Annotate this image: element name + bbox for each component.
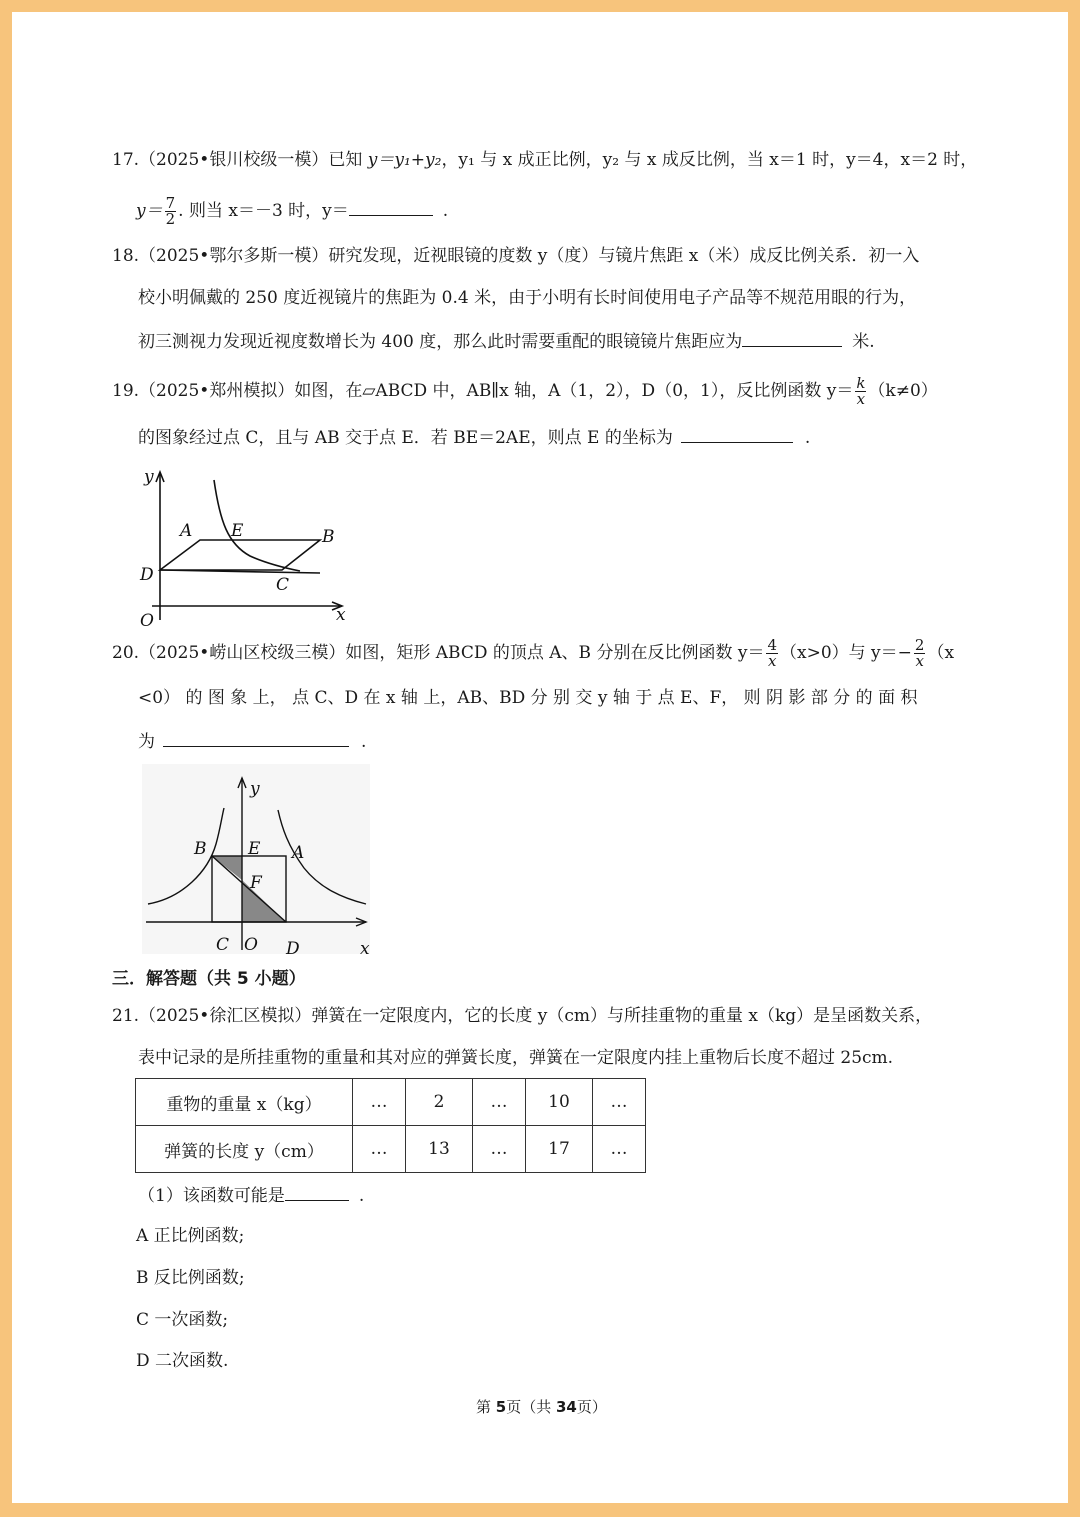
q18-line3 — [138, 330, 875, 352]
q21-option-c: C 一次函数; — [136, 1310, 229, 1330]
q18-line2: 校小明佩戴的 250 度近视镜片的焦距为 0.4 米，由于小明有长时间使用电子产品等不规范用眼的行为， — [138, 288, 917, 308]
q19-label-c: C — [276, 575, 290, 595]
q19-figure — [130, 452, 360, 627]
q19-text-2: 的图象经过点 C，且与 AB 交于点 E．若 BE＝2AE，则点 E 的坐标为 — [138, 428, 673, 448]
q20-line1 — [112, 636, 954, 670]
section-3-title: 三．解答题（共 5 小题） — [112, 969, 306, 989]
q20-label-d: D — [286, 939, 300, 954]
q19-number: 19. — [112, 381, 140, 401]
q21-line1 — [112, 1006, 932, 1026]
q17-text-a: 已知 — [328, 150, 368, 170]
q18-text-3: 初三测视力发现近视度数增长为 400 度，那么此时需要重配的眼镜镜片焦距应为 — [138, 332, 743, 352]
q18-number: 18. — [112, 246, 140, 266]
q19-frac-num: k — [856, 374, 866, 392]
page-footer — [476, 1396, 607, 1417]
q21-option-d: D 二次函数. — [136, 1351, 229, 1371]
q18-answer-blank[interactable] — [742, 330, 842, 347]
q21-table — [135, 1078, 646, 1173]
q18-line1 — [112, 246, 919, 266]
q20-frac2-den: x — [915, 652, 924, 670]
footer-mid: 页（共 — [506, 1398, 556, 1416]
table-cell: 弹簧的长度 y（cm） — [136, 1126, 353, 1173]
table-row — [136, 1079, 646, 1126]
q17-fraction — [165, 196, 177, 227]
q19-hyperbola — [214, 480, 300, 571]
table-cell: … — [473, 1126, 526, 1173]
q19-end: . — [804, 428, 811, 448]
document-page — [12, 12, 1068, 1503]
q19-parallelogram — [160, 540, 320, 570]
q21-sub1-blank[interactable] — [285, 1184, 349, 1201]
q20-text-3: 为 — [138, 732, 155, 752]
q19-label-d: D — [140, 565, 154, 585]
q21-sub1-text: （1）该函数可能是 — [138, 1186, 285, 1206]
q19-label-a: A — [180, 521, 193, 541]
table-cell: … — [593, 1126, 646, 1173]
q20-end: . — [361, 732, 367, 752]
table-cell: 2 — [406, 1079, 473, 1126]
q21-line2: 表中记录的是所挂重物的重量和其对应的弹簧长度，弹簧在一定限度内挂上重物后长度不超过 25cm. — [138, 1048, 894, 1068]
table-cell: … — [353, 1079, 406, 1126]
q19-label-e: E — [231, 521, 244, 541]
q17-answer-blank[interactable] — [349, 199, 433, 216]
q20-label-c: C — [216, 935, 230, 954]
q20-frac1-den: x — [767, 652, 777, 670]
q20-frac2-num: 2 — [914, 636, 925, 654]
q20-text-1c: （x — [927, 643, 955, 663]
q19-fraction — [855, 376, 866, 407]
q19-line2 — [138, 426, 810, 448]
table-cell: … — [473, 1079, 526, 1126]
table-row — [136, 1126, 646, 1173]
q17-line2 — [136, 194, 448, 228]
q17-line1 — [112, 150, 977, 170]
table-cell: 重物的重量 x（kg） — [136, 1079, 353, 1126]
q21-sub1 — [138, 1184, 364, 1206]
q17-text-c: . 则当 x＝－3 时，y＝ — [178, 201, 349, 221]
q21-number: 21. — [112, 1006, 140, 1026]
q20-label-e: E — [248, 839, 261, 859]
q20-figure — [142, 764, 370, 954]
q21-sub1-end: . — [358, 1186, 365, 1206]
footer-pre: 第 — [476, 1398, 496, 1416]
q21-option-a: A 正比例函数; — [136, 1226, 245, 1246]
q20-label-f: F — [250, 873, 262, 893]
q18-unit: 米. — [852, 332, 875, 352]
q18-text-1: （2025•鄂尔多斯一模）研究发现，近视眼镜的度数 y（度）与镜片焦距 x（米）成反比例关系．初一入 — [139, 246, 920, 266]
table-cell: 10 — [526, 1079, 593, 1126]
q19-label-y: y — [144, 467, 154, 487]
q20-label-y: y — [250, 779, 260, 799]
q20-label-b: B — [194, 839, 207, 859]
q20-answer-blank[interactable] — [163, 730, 349, 747]
q21-text-1: （2025•徐汇区模拟）弹簧在一定限度内，它的长度 y（cm）与所挂重物的重量 x（kg）是呈函数关系， — [139, 1006, 933, 1026]
q17-text-b: ，y₁ 与 x 成正比例，y₂ 与 x 成反比例，当 x＝1 时，y＝4，x＝2 时， — [441, 150, 978, 170]
q19-line1 — [112, 374, 938, 408]
q19-answer-blank[interactable] — [681, 426, 793, 443]
table-cell: 13 — [406, 1126, 473, 1173]
q17-y-label: y＝ — [136, 201, 163, 221]
q20-text-1b: （x>0）与 y＝− — [780, 643, 912, 663]
table-cell: … — [593, 1079, 646, 1126]
q20-line3 — [138, 730, 366, 752]
q17-source: （2025•银川校级一模） — [139, 150, 329, 170]
footer-post: 页） — [576, 1398, 607, 1416]
q19-condition: （k≠0） — [868, 381, 938, 401]
q19-label-x: x — [336, 605, 346, 625]
q20-line2: <0） 的 图 象 上， 点 C、D 在 x 轴 上，AB、BD 分 别 交 y 轴 于 点 E、F， 则 阴 影 部 分 的 面 积 — [138, 688, 918, 708]
q19-text-1: （2025•郑州模拟）如图，在▱ABCD 中，AB∥x 轴，A（1，2），D（0，1），反比例函数 y＝ — [139, 381, 854, 401]
q21-option-b: B 反比例函数; — [136, 1268, 245, 1288]
q20-fraction-1 — [766, 638, 778, 669]
q20-frac1-num: 4 — [767, 636, 777, 654]
q19-label-o: O — [140, 611, 154, 627]
q17-equation: y＝y₁+y₂ — [367, 150, 442, 170]
footer-page-number: 5 — [495, 1398, 507, 1416]
q17-number: 17. — [112, 150, 140, 170]
table-cell: 17 — [526, 1126, 593, 1173]
q20-fraction-2 — [914, 638, 926, 669]
q20-number: 20. — [112, 643, 140, 663]
q19-label-b: B — [322, 527, 335, 547]
q20-label-a: A — [292, 843, 305, 863]
q19-frac-den: x — [856, 390, 866, 408]
q17-end: . — [442, 201, 449, 221]
table-cell: … — [353, 1126, 406, 1173]
q20-label-o: O — [244, 935, 258, 954]
q17-frac-num: 7 — [165, 194, 176, 212]
q17-frac-den: 2 — [165, 210, 176, 228]
footer-total-pages: 34 — [556, 1398, 577, 1416]
q20-label-x: x — [360, 939, 370, 954]
q20-text-1a: （2025•崂山区校级三模）如图，矩形 ABCD 的顶点 A、B 分别在反比例函数 y＝ — [139, 643, 765, 663]
